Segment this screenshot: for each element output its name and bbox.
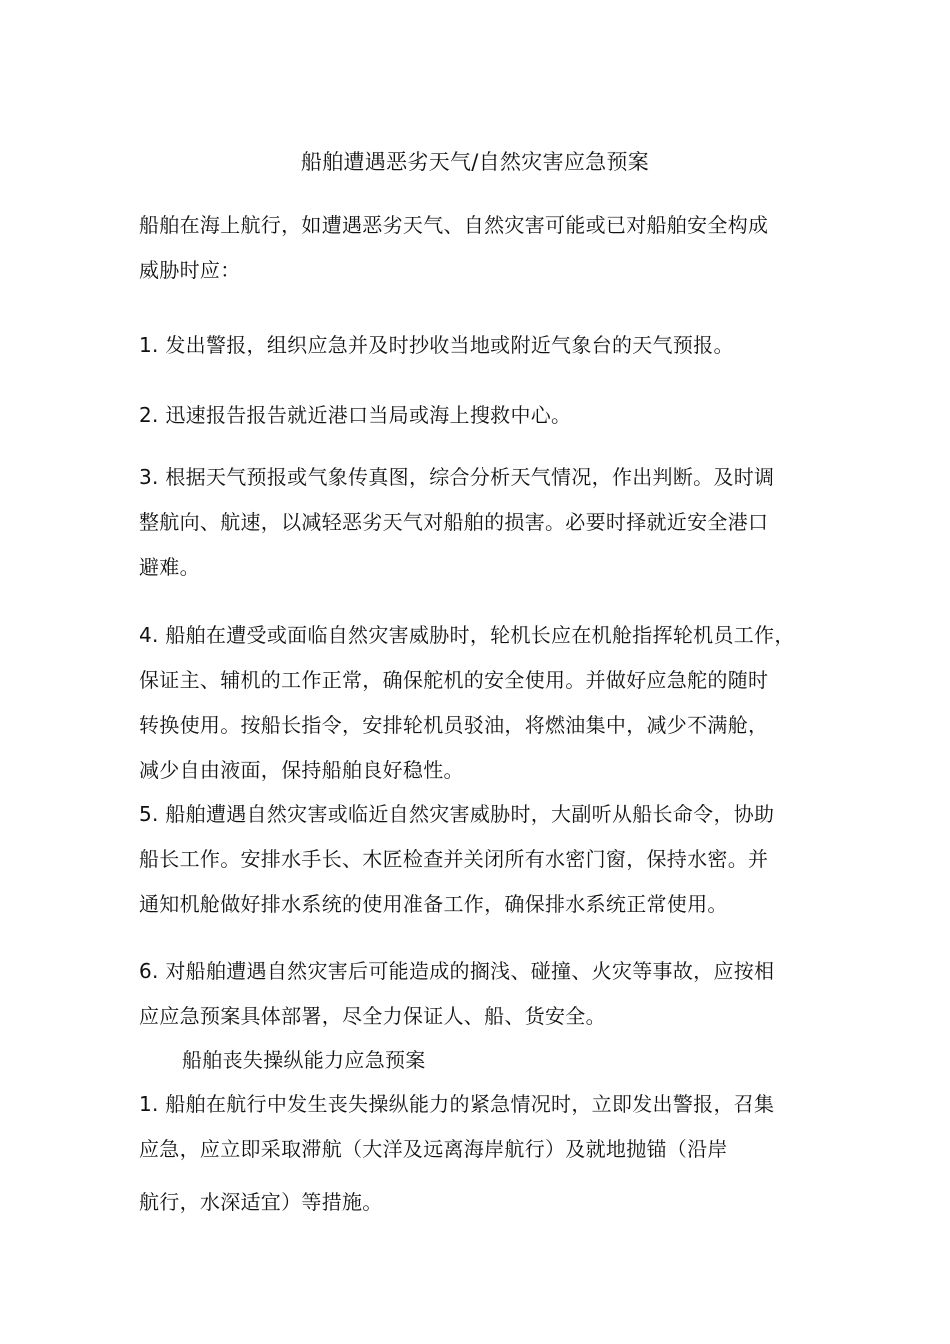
item2-line-1: 2. 迅速报告报告就近港口当局或海上搜救中心。 [139, 403, 572, 427]
item5-line-2: 船长工作。安排水手长、木匠检查并关闭所有水密门窗，保持水密。并 [139, 847, 769, 871]
section2-title: 船舶丧失操纵能力应急预案 [182, 1048, 426, 1072]
section2-item1-line-2: 应急，应立即采取滞航（大洋及远离海岸航行）及就地抛锚（沿岸 [139, 1137, 728, 1161]
item4-line-1: 4. 船舶在遭受或面临自然灾害威胁时，轮机长应在机舱指挥轮机员工作， [139, 623, 795, 647]
item5-line-3: 通知机舱做好排水系统的使用准备工作，确保排水系统正常使用。 [139, 892, 728, 916]
item3-line-2: 整航向、航速，以减轻恶劣天气对船舶的损害。必要时择就近安全港口 [139, 510, 769, 534]
intro-line-2: 威胁时应： [139, 258, 241, 282]
item4-line-3: 转换使用。按船长指令，安排轮机员驳油，将燃油集中，减少不满舱， [139, 713, 769, 737]
item1-line-1: 1. 发出警报，组织应急并及时抄收当地或附近气象台的天气预报。 [139, 333, 734, 357]
item3-line-1: 3. 根据天气预报或气象传真图，综合分析天气情况，作出判断。及时调 [139, 465, 775, 489]
item6-line-2: 应应急预案具体部署，尽全力保证人、船、货安全。 [139, 1004, 606, 1028]
item3-line-3: 避难。 [139, 555, 200, 579]
intro-line-1: 船舶在海上航行，如遭遇恶劣天气、自然灾害可能或已对船舶安全构成 [139, 213, 769, 237]
item4-line-2: 保证主、辅机的工作正常，确保舵机的安全使用。并做好应急舵的随时 [139, 668, 769, 692]
item4-line-4: 减少自由液面，保持船舶良好稳性。 [139, 758, 464, 782]
section2-item1-line-3: 航行，水深适宜）等措施。 [139, 1190, 383, 1214]
document-title: 船舶遭遇恶劣天气/自然灾害应急预案 [300, 150, 650, 174]
section2-item1-line-1: 1. 船舶在航行中发生丧失操纵能力的紧急情况时，立即发出警报，召集 [139, 1092, 775, 1116]
item6-line-1: 6. 对船舶遭遇自然灾害后可能造成的搁浅、碰撞、火灾等事故，应按相 [139, 959, 775, 983]
item5-line-1: 5. 船舶遭遇自然灾害或临近自然灾害威胁时，大副听从船长命令，协助 [139, 802, 775, 826]
